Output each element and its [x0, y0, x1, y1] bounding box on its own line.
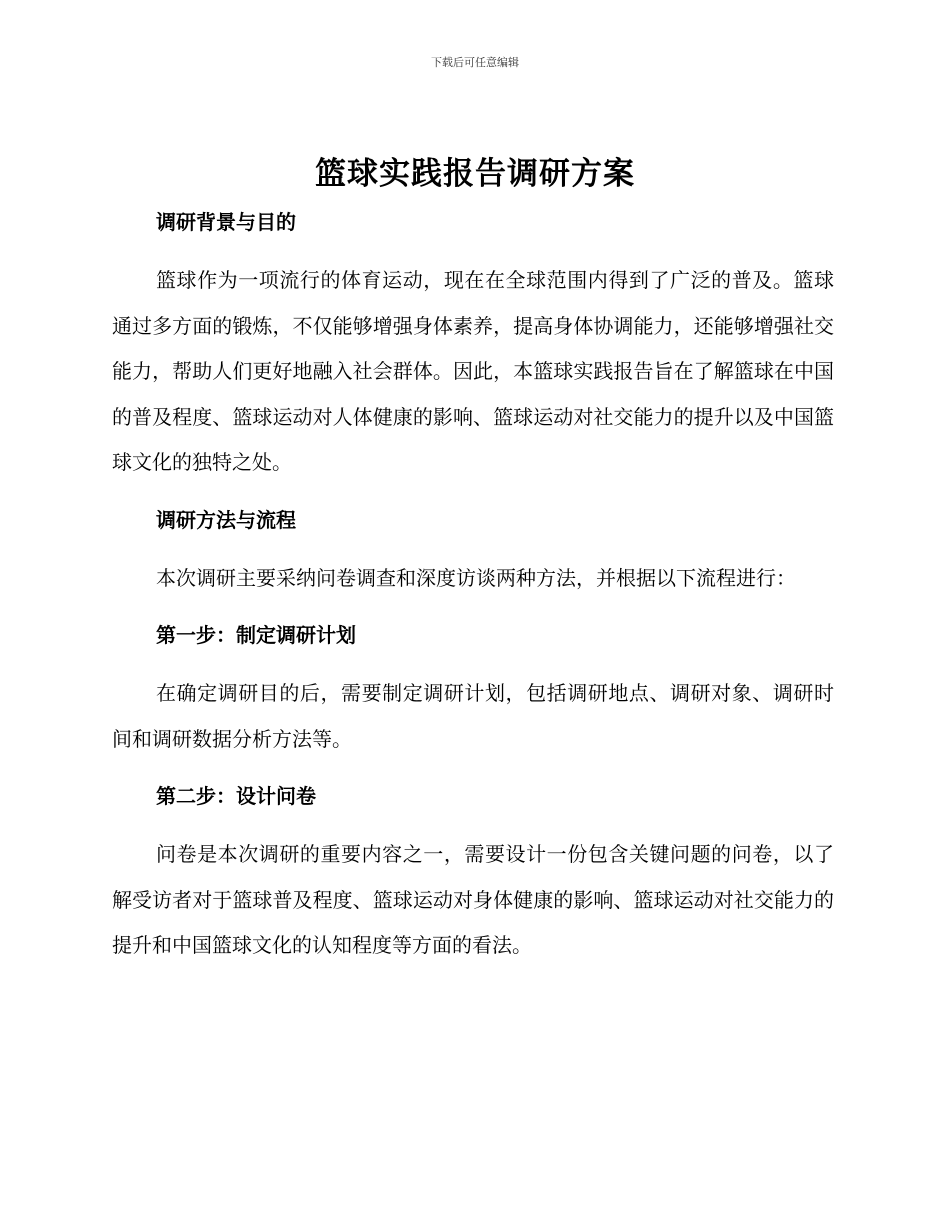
section-paragraph-step-one: 在确定调研目的后，需要制定调研计划，包括调研地点、调研对象、调研时间和调研数据分析方法等。 [112, 681, 834, 751]
document-title: 篮球实践报告调研方案 [315, 156, 635, 192]
section-paragraph-step-two: 问卷是本次调研的重要内容之一，需要设计一份包含关键问题的问卷，以了解受访者对于篮球普及程度、篮球运动对身体健康的影响、篮球运动对社交能力的提升和中国篮球文化的认知程度等方面的看法。 [112, 842, 834, 957]
section-paragraph-method: 本次调研主要采纳问卷调查和深度访谈两种方法，并根据以下流程进行： [156, 565, 796, 590]
section-heading-method: 调研方法与流程 [156, 507, 296, 532]
document-body [112, 200, 834, 969]
section-heading-background: 调研背景与目的 [156, 210, 296, 234]
header-note: 下载后可任意编辑 [431, 56, 519, 69]
section-heading-step-two: 第二步：设计问卷 [156, 784, 316, 808]
section-paragraph-background: 篮球作为一项流行的体育运动，现在在全球范围内得到了广泛的普及。篮球通过多方面的锻炼，不仅能够增强身体素养，提高身体协调能力，还能够增强社交能力，帮助人们更好地融入社会群体。因此，本篮球实践报告旨在了解篮球在中国的普及程度、篮球运动对人体健康的影响、篮球运动对社交能力的提升以及中国篮球文化的独特之处。 [112, 268, 834, 474]
section-heading-step-one: 第一步：制定调研计划 [156, 623, 356, 647]
